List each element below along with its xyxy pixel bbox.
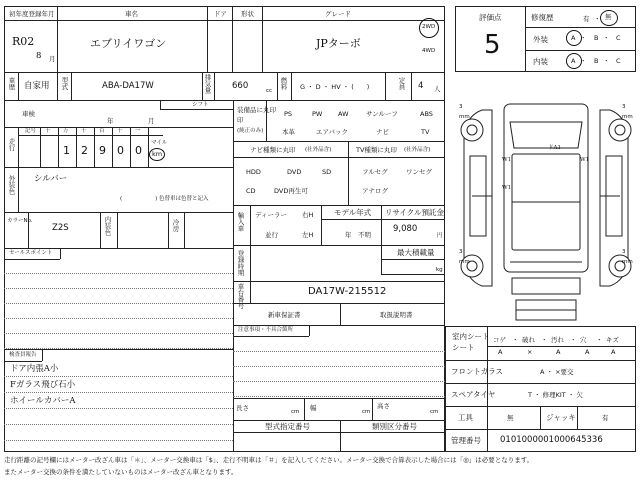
exterior-grade-label: 外装 xyxy=(533,35,548,44)
displacement: 660 xyxy=(232,81,249,91)
grade-option: C xyxy=(616,34,621,42)
sales-point-label: セールスポイント xyxy=(9,250,53,256)
navi-option: DVD xyxy=(287,168,302,176)
jack-value: 有 xyxy=(602,414,609,422)
chassis-label: 車台番号 xyxy=(236,283,245,309)
equipment-label-sub: (純正のみ) xyxy=(237,128,264,134)
mileage-digit: 0 xyxy=(135,144,142,157)
digit-header: 百 xyxy=(99,128,105,134)
tire-rl-unit: mm xyxy=(459,259,470,265)
tire-fr-unit: mm xyxy=(622,114,633,120)
inspect-year: 年 xyxy=(107,117,114,125)
seat-dot: ・ xyxy=(512,336,519,344)
model-year-label: モデル年式 xyxy=(334,208,372,217)
seat-column: キズ xyxy=(606,336,619,344)
run-label: 走行 xyxy=(7,138,16,151)
spare-value: T ・ 修理KIT ・ 欠 xyxy=(528,391,583,399)
navi-label-sub: (社外品含) xyxy=(305,147,332,153)
equipment-option: PW xyxy=(312,110,323,118)
footer-line-2: またメーター交換の条件を満たしていないものはメーター改ざん車となります。 xyxy=(4,468,238,476)
grade-dot: ・ xyxy=(603,34,610,42)
grade: JPターボ xyxy=(316,37,361,50)
displacement-label: 排気量 xyxy=(203,74,212,94)
equipment-option: PS xyxy=(284,110,293,118)
equipment-label: 装備品に丸印 xyxy=(237,106,276,114)
tire-rr-unit: mm xyxy=(622,259,633,265)
grade-option: A xyxy=(571,57,576,65)
equipment-option: AW xyxy=(338,110,349,118)
inspector-label: 検査員報告 xyxy=(9,352,37,358)
car-diagram xyxy=(452,96,640,326)
reg-label: 初年度登録年月 xyxy=(9,10,55,18)
repair-no: 無 xyxy=(605,13,612,21)
recycle-deposit-val: 9,080 xyxy=(393,224,418,234)
navi-label: ナビ種類に丸印 xyxy=(250,146,296,154)
mileage-digit: 1 xyxy=(63,144,70,157)
height-cm: cm xyxy=(430,409,439,415)
grade-option: C xyxy=(616,57,621,65)
recycle-deposit-label: リサイクル預託金 xyxy=(385,208,444,217)
damage-code-2: W1 xyxy=(502,185,512,191)
tools-value: 無 xyxy=(507,414,514,422)
grade-circle xyxy=(566,53,582,69)
digit-header: 千 xyxy=(81,128,87,134)
import-right-h: 右H xyxy=(302,211,314,219)
equipment-option: ナビ xyxy=(376,128,389,136)
tire-fr-num: 3 xyxy=(622,104,626,110)
tire-fl-unit: mm xyxy=(459,114,470,120)
seat-dot: ・ xyxy=(541,336,548,344)
notes-label: 注意事項・不具合箇所 xyxy=(238,327,294,333)
seat-label-2: シート xyxy=(452,343,475,352)
exterior-note: ( ) 色替車は色替と記入 xyxy=(120,196,209,202)
tire-rl-num: 3 xyxy=(459,249,463,255)
yen-unit: 円 xyxy=(437,233,443,239)
equipment-option: エアバック xyxy=(316,128,348,136)
grade-dot: ・ xyxy=(603,57,610,65)
navi-option: CD xyxy=(246,187,256,195)
class-number-label: 類別区分番号 xyxy=(372,422,417,431)
max-load-label: 最大積載量 xyxy=(397,248,435,257)
grade-circle xyxy=(566,30,582,46)
grade-option: B xyxy=(594,57,599,65)
car-name: エブリイワゴン xyxy=(90,37,167,50)
digit-header: 十 xyxy=(117,128,123,134)
registration-label: 登録時期 xyxy=(236,250,245,276)
manual: 取扱説明書 xyxy=(380,311,413,319)
inspector-note-3: ホイールカバーA xyxy=(10,396,76,406)
unit-km: km xyxy=(152,150,163,158)
inspector-note-1: ドア内張A小 xyxy=(10,364,59,374)
chassis-number: DA17W-215512 xyxy=(308,286,387,297)
width-label: 幅 xyxy=(310,404,317,412)
grade-dot: ・ xyxy=(580,57,587,65)
drive-4wd: 4WD xyxy=(422,48,436,54)
navi-option: DVD再生可 xyxy=(274,187,308,195)
recycle-label: 冷房 xyxy=(171,219,180,232)
equipment-option: 本革 xyxy=(282,128,295,136)
seat-column: 穴 xyxy=(580,336,587,344)
glass-label: フロントガラス xyxy=(451,367,504,376)
interior-grade-label: 内装 xyxy=(533,57,548,66)
damage-code-1: W1 xyxy=(502,157,512,163)
repair-yes: 有 xyxy=(583,15,590,23)
interior-color-label: 内装色 xyxy=(103,216,112,236)
jack-label: ジャッキ xyxy=(546,413,576,422)
grade-option: A xyxy=(571,34,576,42)
navi-option: SD xyxy=(322,168,332,176)
damage-code-3: W1 xyxy=(580,157,590,163)
seat-column: 破れ xyxy=(522,336,535,344)
fuel-label: 燃料 xyxy=(279,77,288,90)
inspect-label: 車検 xyxy=(22,110,35,118)
tv-option: ワンセグ xyxy=(406,168,432,176)
seat-dot: ・ xyxy=(596,336,603,344)
glass-value: A ・ ×要交 xyxy=(540,368,574,376)
seat-value: A xyxy=(498,348,503,356)
digit-header: 一 xyxy=(135,128,141,134)
mileage-digit: 0 xyxy=(117,144,124,157)
import-dealer: ディーラー xyxy=(255,211,287,219)
footer-line-1: 走行距離の記号欄にはメーター改ざん車は「＊」、メーター交換車は「$」、走行不明車は「＃」を記入してください。メーター交換で合算表示した場合には「◎」は必要となります。 xyxy=(4,456,534,464)
model: ABA-DA17W xyxy=(102,81,154,91)
equipment-option: サンルーフ xyxy=(366,110,398,118)
kg-unit: kg xyxy=(436,267,443,273)
damage-code-4: ドA1 xyxy=(548,145,561,151)
mileage-digit: 2 xyxy=(81,144,88,157)
seat-column: 汚れ xyxy=(551,336,564,344)
capacity-label: 定員 xyxy=(397,77,406,90)
category-label: 車歴 xyxy=(7,77,16,90)
category: 自家用 xyxy=(24,81,50,91)
fuel-options: G ・ D ・ HV ・ ( ) xyxy=(300,83,370,91)
digit-header: 十 xyxy=(45,128,51,134)
seat-label: 室内シート xyxy=(452,332,490,341)
cc-unit: cc xyxy=(266,88,273,94)
unit-mile: マイル xyxy=(151,140,168,146)
width-cm: cm xyxy=(362,409,371,415)
color-no: Z2S xyxy=(52,223,69,233)
seat-value: A xyxy=(611,348,616,356)
length-label: 長さ xyxy=(236,404,249,412)
digit-header: 記号 xyxy=(25,128,37,134)
import-left-h: 左H xyxy=(302,231,314,239)
grade-label: グレード xyxy=(325,10,351,18)
seat-column: コゲ xyxy=(493,336,506,344)
reg-month-unit: 月 xyxy=(49,55,56,63)
reg-month: 8 xyxy=(36,51,42,61)
model-label: 型式 xyxy=(60,77,69,90)
tv-label: TV種類に丸印 xyxy=(356,146,397,154)
equipment-option: ABS xyxy=(420,110,433,118)
grade-option: B xyxy=(594,34,599,42)
repair-dot: ・ xyxy=(594,15,601,23)
tv-option: アナログ xyxy=(362,187,388,195)
import-label: 輸入車 xyxy=(236,212,245,232)
length-cm: cm xyxy=(291,409,300,415)
car-name-label: 車名 xyxy=(125,10,138,18)
mgmt-label: 管理番号 xyxy=(451,436,481,445)
shape-label: 形状 xyxy=(241,10,254,18)
exterior-color: シルバー xyxy=(34,174,68,184)
mgmt-value: 0101000001000645336 xyxy=(500,435,603,445)
capacity-unit: 人 xyxy=(434,85,441,93)
seat-dot: ・ xyxy=(570,336,577,344)
mileage-digit: 9 xyxy=(99,144,106,157)
navi-option: HDD xyxy=(246,168,261,176)
tv-option: フルセグ xyxy=(362,168,388,176)
model-year-val: 年 不明 xyxy=(345,231,371,239)
import-parallel: 並行 xyxy=(265,231,278,239)
equipment-label-2: 印 xyxy=(237,116,244,124)
seat-value: × xyxy=(527,348,533,356)
score-label: 評価点 xyxy=(479,13,502,22)
height-label: 高さ xyxy=(377,402,390,410)
reg-year: R02 xyxy=(12,35,35,48)
digit-header: 万 xyxy=(63,128,69,134)
capacity: 4 xyxy=(418,81,424,91)
door-label: ドア xyxy=(214,10,227,18)
tire-rr-num: 3 xyxy=(622,249,626,255)
tire-fl-num: 3 xyxy=(459,104,463,110)
drive-2wd: 2WD xyxy=(422,24,436,30)
new-car-warranty: 新車保証書 xyxy=(268,311,301,319)
shift-label: シフト xyxy=(192,102,209,108)
exterior-label: 外装色 xyxy=(7,175,16,195)
seat-value: A xyxy=(585,348,590,356)
type-number-label: 型式指定番号 xyxy=(265,422,310,431)
equipment-option: TV xyxy=(421,128,430,136)
spare-label: スペアタイヤ xyxy=(451,390,496,399)
repair-label: 修復歴 xyxy=(531,13,554,22)
grade-dot: ・ xyxy=(580,34,587,42)
inspect-month: 月 xyxy=(148,117,155,125)
color-no-label: カラーNo. xyxy=(7,218,33,224)
tools-label: 工具 xyxy=(458,413,473,422)
seat-value: A xyxy=(556,348,561,356)
inspector-note-2: Fガラス飛び石小 xyxy=(10,380,76,390)
tv-label-sub: (社外品含) xyxy=(404,147,431,153)
score-value: 5 xyxy=(484,30,501,60)
